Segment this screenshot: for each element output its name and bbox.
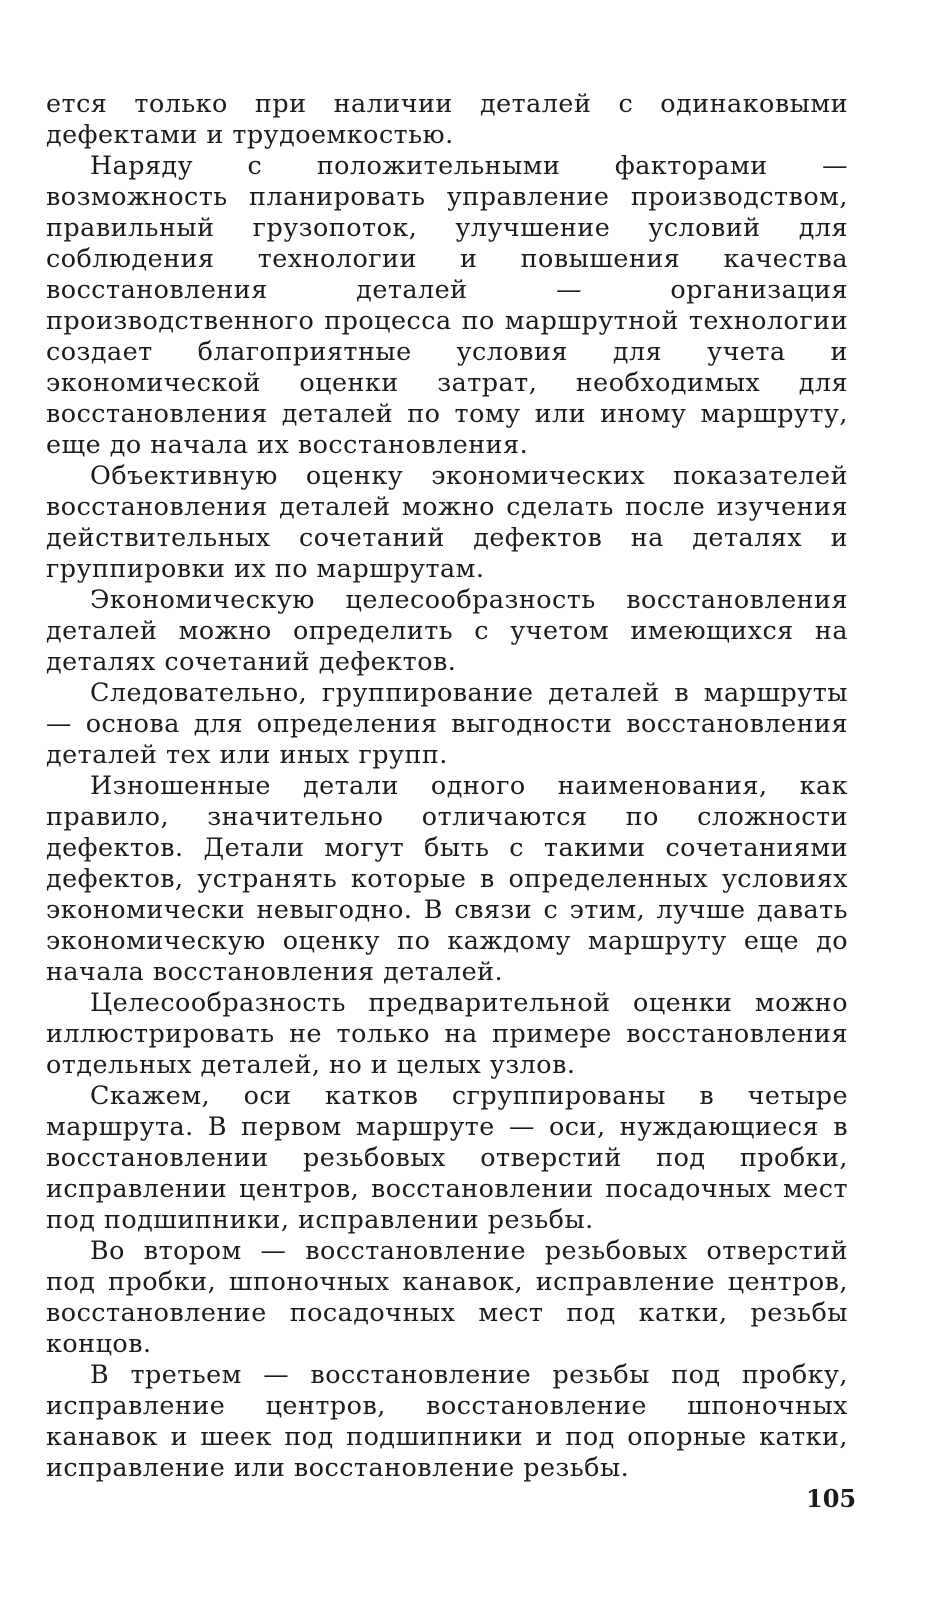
paragraph: В третьем — восстановление резьбы под пробку, исправление центров, восстановление шпоночных канавок и шеек под подшипники и под опорные катки, исправление или восстановление резьбы.	[46, 1359, 848, 1482]
paragraph: Целесообразность предварительной оценки можно иллюстрировать не только на примере восстановления отдельных деталей, но и целых узлов.	[46, 987, 848, 1079]
page-number: 105	[806, 1484, 857, 1513]
paragraph: Скажем, оси катков сгруппированы в четыре маршрута. В первом маршруте — оси, нуждающиеся в восстановлении резьбовых отверстий под пробки, исправлении центров, восстановлении посадочных мест под подшипники, исправлении резьбы.	[46, 1080, 848, 1234]
paragraph: Объективную оценку экономических показателей восстановления деталей можно сделать после изучения действительных сочетаний дефектов на деталях и группировки их по маршрутам.	[46, 460, 848, 583]
paragraph: Следовательно, группирование деталей в маршруты — основа для определения выгодности восстановления деталей тех или иных групп.	[46, 677, 848, 769]
paragraph: Экономическую целесообразность восстановления деталей можно определить с учетом имеющихся на деталях сочетаний дефектов.	[46, 584, 848, 676]
body-text	[46, 88, 848, 1483]
paragraph: Наряду с положительными факторами — возможность планировать управление производством, правильный грузопоток, улучшение условий для соблюдения технологии и повышения качества восстановления деталей — организация производственного процесса по маршрутной технологии создает благоприятные условия для учета и экономической оценки затрат, необходимых для восстановления деталей по тому или иному маршруту, еще до начала их восстановления.	[46, 150, 848, 459]
paragraph: Изношенные детали одного наименования, как правило, значительно отличаются по сложности дефектов. Детали могут быть с такими сочетаниями дефектов, устранять которые в определенных условиях экономически невыгодно. В связи с этим, лучше давать экономическую оценку по каждому маршруту еще до начала восстановления деталей.	[46, 770, 848, 986]
paragraph: ется только при наличии деталей с одинаковыми дефектами и трудоемкостью.	[46, 88, 848, 149]
paragraph: Во втором — восстановление резьбовых отверстий под пробки, шпоночных канавок, исправление центров, восстановление посадочных мест под катки, резьбы концов.	[46, 1235, 848, 1358]
